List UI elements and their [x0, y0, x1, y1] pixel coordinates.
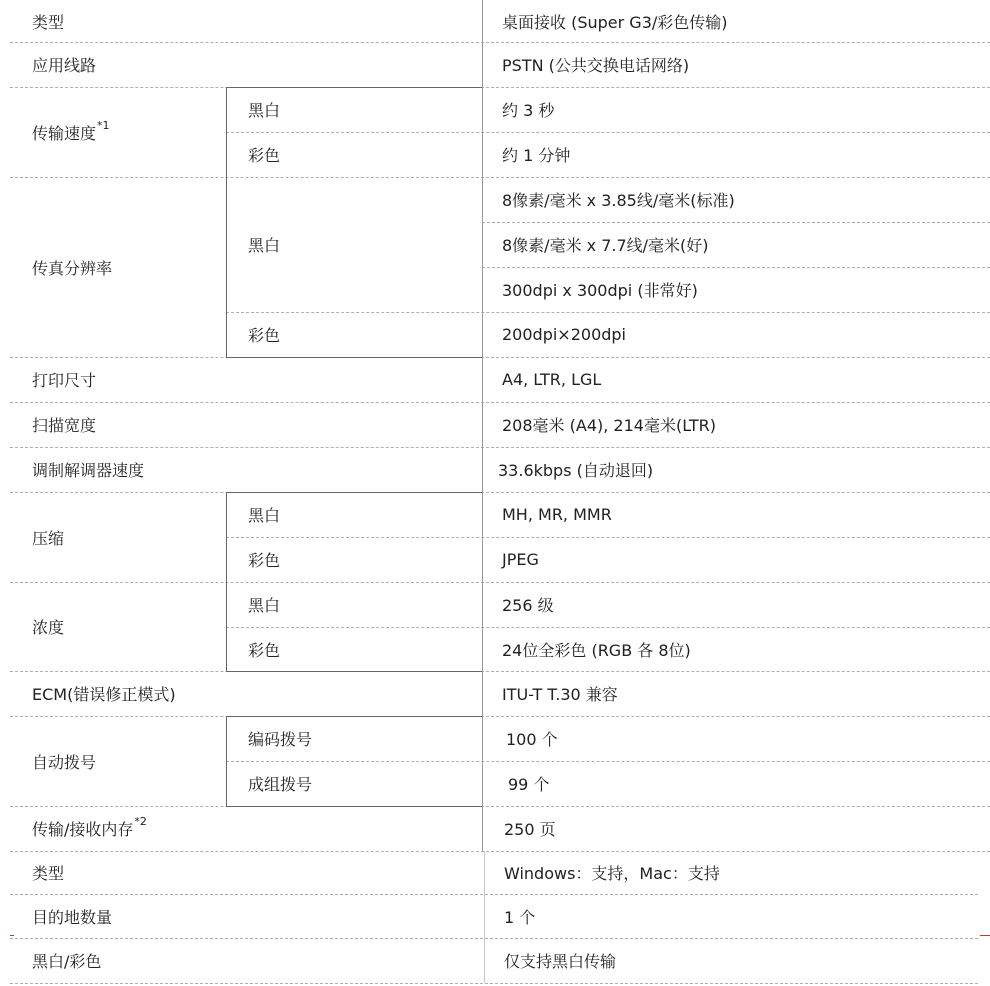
row-divider	[10, 357, 990, 358]
bw-color-label: 黑白/彩色	[32, 952, 102, 971]
subrow-bracket	[226, 716, 227, 806]
density-bw-label: 黑白	[248, 596, 281, 615]
row-divider	[10, 177, 990, 178]
subrow-bracket	[226, 357, 482, 358]
modem-speed-value: 33.6kbps (自动退回)	[498, 461, 654, 480]
coded-dial-label: 编码拨号	[248, 730, 313, 749]
accent-mark	[980, 935, 990, 936]
row-divider	[10, 894, 978, 895]
density-color-label: 彩色	[248, 640, 281, 660]
line-value: PSTN (公共交换电话网络)	[502, 56, 690, 75]
type-label: 类型	[32, 12, 65, 32]
row-divider	[10, 938, 978, 939]
bw-color-value: 仅支持黑白传输	[504, 952, 617, 971]
line-label: 应用线路	[32, 56, 97, 75]
resolution-bw-fine: 8像素/毫米 x 7.7线/毫米(好)	[502, 236, 709, 255]
resolution-bw-superfine: 300dpi x 300dpi (非常好)	[502, 281, 698, 300]
density-color-value: 24位全彩色 (RGB 各 8位)	[502, 640, 691, 660]
resolution-bw-standard: 8像素/毫米 x 3.85线/毫米(标准)	[502, 191, 735, 210]
subrow-bracket	[226, 177, 227, 357]
modem-speed-label: 调制解调器速度	[32, 461, 145, 480]
pcfax-type-value: Windows：支持，Mac：支持	[504, 864, 720, 883]
type-value: 桌面接收 (Super G3/彩色传输)	[502, 12, 728, 32]
row-divider	[10, 851, 990, 852]
ecm-value: ITU-T T.30 兼容	[502, 685, 618, 704]
compression-bw-value: MH, MR, MMR	[502, 505, 612, 524]
resolution-color-value: 200dpi×200dpi	[502, 325, 626, 344]
print-size-label: 打印尺寸	[32, 371, 97, 390]
subrow-bracket	[226, 806, 482, 807]
tx-speed-label: 传输速度	[32, 123, 97, 143]
tx-speed-color-label: 彩色	[248, 146, 281, 165]
column-divider	[484, 851, 485, 983]
density-label: 浓度	[32, 618, 65, 637]
pcfax-type-label: 类型	[32, 864, 65, 883]
row-divider	[10, 402, 990, 403]
compression-bw-label: 黑白	[248, 506, 281, 525]
compression-color-value: JPEG	[502, 550, 539, 569]
auto-dial-label: 自动拨号	[32, 752, 97, 772]
destinations-label: 目的地数量	[32, 907, 113, 927]
subrow-bracket	[226, 492, 227, 582]
compression-color-label: 彩色	[248, 551, 281, 570]
row-divider	[10, 582, 990, 583]
tx-speed-label-cell	[32, 87, 110, 177]
group-dial-label: 成组拨号	[248, 775, 313, 794]
subrow-bracket	[226, 87, 227, 177]
resolution-label: 传真分辨率	[32, 258, 113, 278]
resolution-color-label: 彩色	[248, 326, 281, 345]
memory-footnote: *2	[134, 815, 147, 828]
memory-label-cell	[32, 806, 147, 851]
subrow-bracket	[226, 671, 482, 672]
coded-dial-value: 100 个	[506, 730, 558, 749]
row-divider	[10, 87, 990, 88]
group-dial-value: 99 个	[508, 775, 550, 794]
fax-spec-table	[10, 0, 990, 986]
memory-label: 传输/接收内存	[32, 820, 134, 839]
scan-width-value: 208毫米 (A4), 214毫米(LTR)	[502, 416, 717, 435]
row-divider	[226, 132, 990, 133]
row-divider	[10, 806, 990, 807]
tx-speed-bw-label: 黑白	[248, 101, 281, 120]
row-divider	[10, 716, 990, 717]
row-divider	[226, 761, 990, 762]
density-bw-value: 256 级	[502, 596, 554, 615]
scan-width-label: 扫描宽度	[32, 416, 97, 435]
compression-label: 压缩	[32, 528, 65, 548]
row-divider	[10, 983, 978, 984]
ecm-label: ECM(错误修正模式)	[32, 685, 176, 704]
column-divider	[482, 0, 483, 851]
row-divider	[226, 537, 990, 538]
resolution-bw-label: 黑白	[248, 236, 281, 255]
tx-speed-color-value: 约 1 分钟	[502, 146, 571, 165]
row-divider	[10, 42, 990, 43]
subrow-bracket	[226, 582, 227, 671]
tx-speed-bw-value: 约 3 秒	[502, 101, 555, 120]
destinations-value: 1 个	[504, 907, 536, 927]
row-divider	[10, 492, 990, 493]
accent-mark	[10, 935, 14, 936]
print-size-value: A4, LTR, LGL	[502, 370, 602, 389]
tx-speed-footnote: *1	[97, 118, 110, 132]
memory-value: 250 页	[504, 820, 556, 839]
